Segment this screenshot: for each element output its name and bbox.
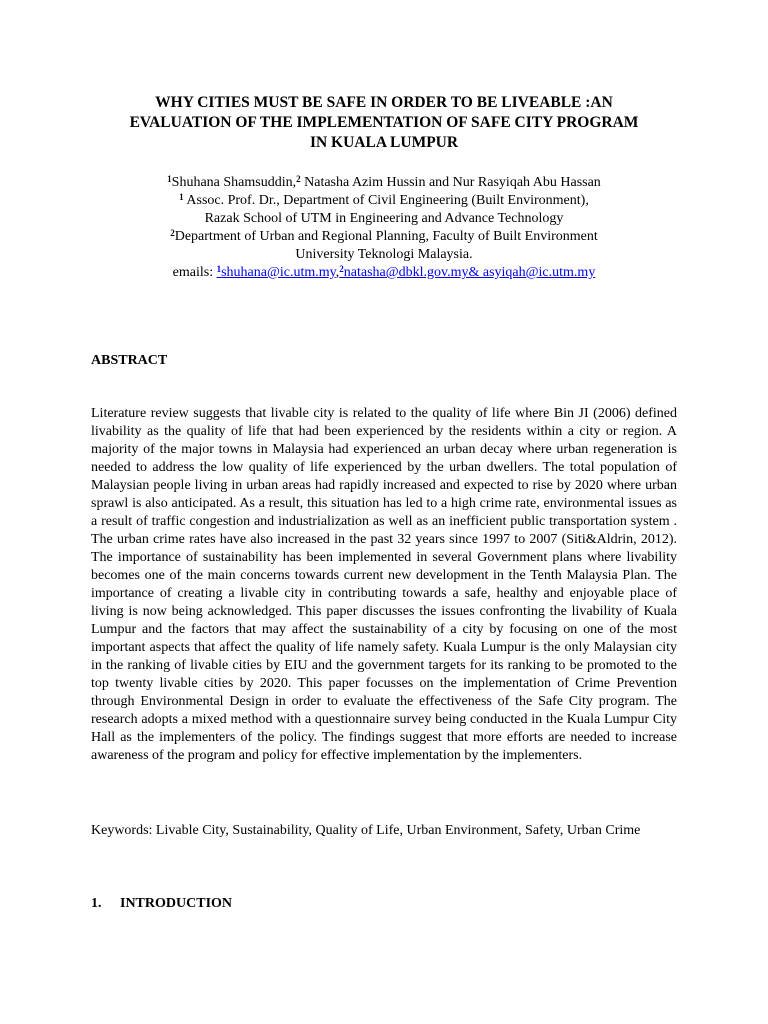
author-names: $^1$Shuhana Shamsuddin,$^2$ Natasha Azim Hussin and Nur Rasyiqah Abu Hassan	[167, 174, 601, 190]
affiliation-2-line-2: University Teknologi Malaysia.	[295, 247, 473, 262]
email-link-2[interactable]: $^2$natasha@dbkl.gov.my& asyiqah@ic.utm.my	[339, 264, 596, 280]
author-block	[90, 174, 678, 282]
affiliation-1-line-2: Razak School of UTM in Engineering and Advance Technology	[204, 211, 564, 226]
title-line-1: WHY CITIES MUST BE SAFE IN ORDER TO BE LIVEABLE :AN	[155, 94, 613, 111]
abstract-heading: ABSTRACT	[91, 353, 168, 368]
title-line-3: IN KUALA LUMPUR	[309, 134, 459, 151]
section-title: INTRODUCTION	[120, 896, 233, 911]
title-line-2: EVALUATION OF THE IMPLEMENTATION OF SAFE CITY PROGRAM	[129, 114, 639, 131]
abstract-body: Literature review suggests that livable city is related to the quality of life where Bin JI (2006) defined livability as the quality of life that had been experienced by the residents within a city or region. A majority of the major towns in Malaysia had experienced an urban decay where urban regeneration is needed to address the low quality of life experienced by the urban dwellers. The total population of Malaysian people living in urban areas had rapidly increased and expected to rise by 2020 where urban sprawl is also anticipated. As a result, this situation has led to a high crime rate, environmental issues as a result of traffic congestion and industrialization as well as an inefficient public transportation system . The urban crime rates have also increased in the past 32 years since 1997 to 2007 (Siti&Aldrin, 2012). The importance of sustainability has been implemented in several Government plans where livability becomes one of the main concerns towards current new development in the Tenth Malaysia Plan. The importance of creating a livable city in contributing towards a safe, healthy and enjoyable place of living is now being acknowledged. This paper discusses the issues confronting the livability of Kuala Lumpur and the factors that may affect the sustainability of a city by focusing on one of the most important aspects that affect the quality of life namely safety. Kuala Lumpur is the only Malaysian city in the ranking of livable cities by EIU and the government targets for its ranking to be promoted to the top twenty livable cities by 2020. This paper focusses on the implementation of Crime Prevention through Environmental Design in order to evaluate the effectiveness of the Safe City program. The research adopts a mixed method with a questionnaire survey being conducted in the Kuala Lumpur City Hall as the implementers of the policy. The findings suggest that more efforts are needed to increase awareness of the program and policy for effective implementation by the implementers.	[91, 406, 677, 763]
email-link-1[interactable]: $^1$shuhana@ic.utm.my	[216, 264, 336, 280]
section-number: 1.	[91, 896, 102, 911]
emails-line: emails: $^1$shuhana@ic.utm.my,$^2$natasha@dbkl.gov.my& asyiqah@ic.utm.my	[172, 264, 596, 280]
keywords: Keywords: Livable City, Sustainability, Quality of Life, Urban Environment, Safety, Urban Crime	[91, 823, 641, 838]
paper-title	[90, 93, 678, 153]
section-heading-introduction	[91, 896, 232, 912]
affiliation-1-line-1: $^1$ Assoc. Prof. Dr., Department of Civil Engineering (Built Environment),	[179, 192, 589, 208]
affiliation-2-line-1: $^2$Department of Urban and Regional Planning, Faculty of Built Environment	[170, 228, 598, 244]
